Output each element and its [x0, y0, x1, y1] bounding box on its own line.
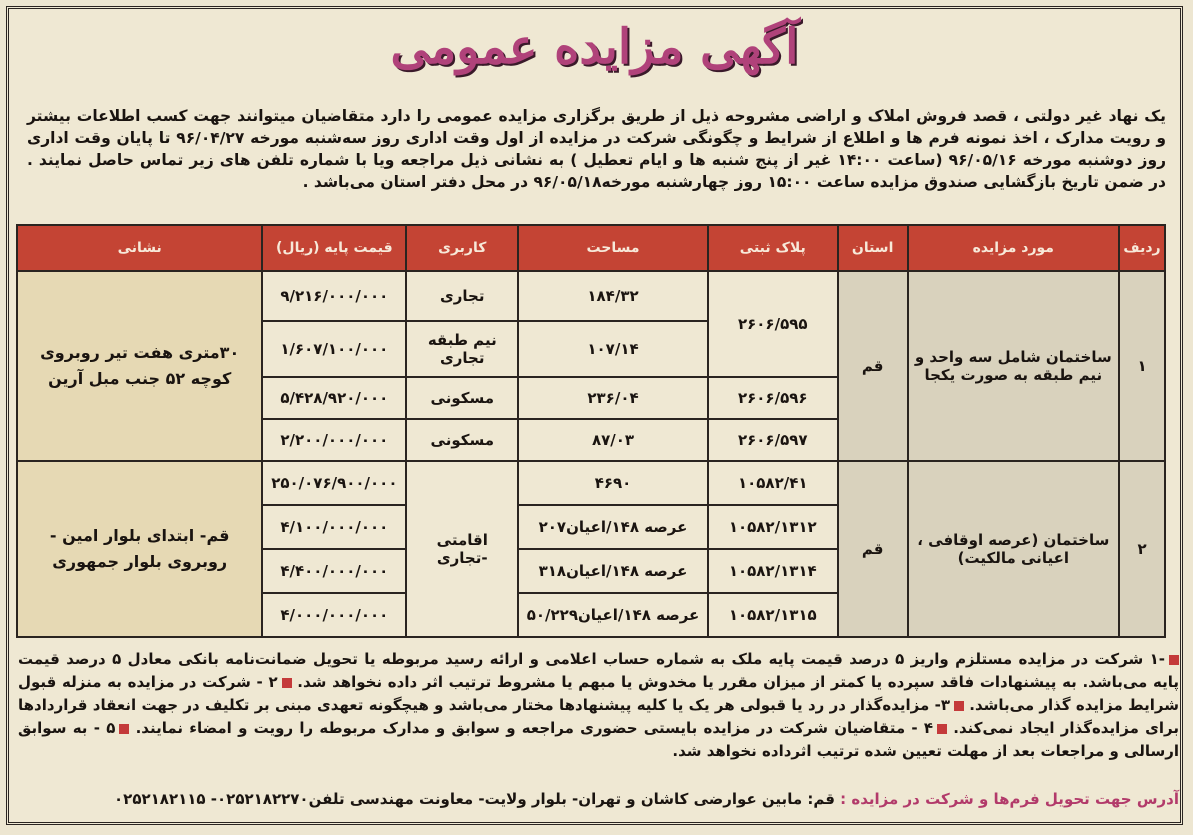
header-province: استان	[838, 225, 908, 271]
term-item: ۳- مزایده‌گذار در رد یا قبولی هر یک یا کلیه پیشنهادها مختار می‌باشد و هیچگونه تعهدی مبنی بر تکلیف در جهت انعقاد قراردادها برای مزایده‌گذار ایجاد نمی‌کند.	[18, 696, 1179, 737]
area-cell: ۴۶۹۰	[518, 461, 708, 505]
header-row-number: ردیف	[1119, 225, 1165, 271]
price-cell: ۴/۱۰۰/۰۰۰/۰۰۰	[262, 505, 406, 549]
contact-address	[18, 790, 1179, 808]
plate-cell: ۲۶۰۶/۵۹۵	[708, 271, 838, 377]
row-number: ۱	[1119, 271, 1165, 461]
area-cell: ۱۸۴/۳۲	[518, 271, 708, 321]
header-plate: پلاک ثبتی	[708, 225, 838, 271]
auction-table	[16, 224, 1166, 638]
usage-cell: تجاری	[406, 271, 518, 321]
term-item: ۴ - متقاضیان شرکت در مزایده بایستی حضوری مراجعه و سوابق و مدارک مربوطه را رویت و امضاء نمایند.	[135, 719, 934, 737]
table-row	[17, 271, 1165, 321]
terms-section	[18, 648, 1179, 763]
plate-cell: ۱۰۵۸۲/۴۱	[708, 461, 838, 505]
province-cell: قم	[838, 271, 908, 461]
bullet-square-icon	[954, 701, 964, 711]
usage-cell: مسکونی	[406, 419, 518, 461]
notice-title: آگهی مزایده عمومی	[390, 19, 799, 75]
area-cell: ۲۳۶/۰۴	[518, 377, 708, 419]
header-price: قیمت پایه (ریال)	[262, 225, 406, 271]
area-cell: عرصه ۱۴۸/اعیان۵۰/۲۲۹	[518, 593, 708, 637]
term-item: ۲ - شرکت در مزایده به منزله قبول شرایط مزایده گذار می‌باشد.	[18, 673, 1179, 714]
bullet-square-icon	[937, 724, 947, 734]
intro-paragraph: یک نهاد غیر دولتی ، قصد فروش املاک و اراضی مشروحه ذیل از طریق برگزاری مزایده عمومی را دارد متقاضیان میتوانند جهت کسب اطلاعات بیشتر و رویت مدارک ، اخذ نمونه فرم ها و اطلاع از شرایط و چگونگی شرکت در مزایده از اول وقت اداری روز سه‌شنبه مورخه ۹۶/۰۴/۲۷ تا پایان وقت اداری روز دوشنبه مورخه ۹۶/۰۵/۱۶ (ساعت ۱۴:۰۰ غیر از پنج شنبه ها و ایام تعطیل ) به نشانی ذیل مراجعه ویا با شماره تلفن های زیر تماس حاصل نمایند . در ضمن تاریخ بازگشایی صندوق مزایده ساعت ۱۵:۰۰ روز چهارشنبه مورخه۹۶/۰۵/۱۸ در محل دفتر استان می‌باشد .	[27, 107, 1166, 191]
address-cell: قم- ابتدای بلوار امین - روبروی بلوار جمهوری	[17, 461, 262, 637]
address-label: آدرس جهت تحویل فرم‌ها و شرکت در مزایده :	[840, 790, 1179, 808]
subject-cell: ساختمان (عرصه اوقافی ، اعیانی مالکیت)	[908, 461, 1119, 637]
plate-cell: ۲۶۰۶/۵۹۷	[708, 419, 838, 461]
header-subject: مورد مزایده	[908, 225, 1119, 271]
plate-cell: ۱۰۵۸۲/۱۳۱۵	[708, 593, 838, 637]
bullet-square-icon	[282, 678, 292, 688]
plate-cell: ۱۰۵۸۲/۱۳۱۴	[708, 549, 838, 593]
price-cell: ۹/۲۱۶/۰۰۰/۰۰۰	[262, 271, 406, 321]
province-cell: قم	[838, 461, 908, 637]
price-cell: ۲۵۰/۰۷۶/۹۰۰/۰۰۰	[262, 461, 406, 505]
address-value: قم: مابین عوارضی کاشان و تهران- بلوار ولایت- معاونت مهندسی تلفن۰۲۵۲۱۸۲۲۷۰- ۰۲۵۲۱۸۲۱۱۵	[114, 790, 835, 808]
table-row	[17, 461, 1165, 505]
usage-cell: نیم طبقه تجاری	[406, 321, 518, 377]
address-cell: ۳۰متری هفت تیر روبروی کوچه ۵۲ جنب مبل آرین	[17, 271, 262, 461]
header-address: نشانی	[17, 225, 262, 271]
table-header-row	[17, 225, 1165, 271]
price-cell: ۲/۲۰۰/۰۰۰/۰۰۰	[262, 419, 406, 461]
bullet-square-icon	[1169, 655, 1179, 665]
usage-cell: مسکونی	[406, 377, 518, 419]
usage-cell: اقامتی -تجاری	[406, 461, 518, 637]
subject-cell: ساختمان شامل سه واحد و نیم طبقه به صورت یکجا	[908, 271, 1119, 461]
price-cell: ۱/۶۰۷/۱۰۰/۰۰۰	[262, 321, 406, 377]
plate-cell: ۲۶۰۶/۵۹۶	[708, 377, 838, 419]
price-cell: ۴/۰۰۰/۰۰۰/۰۰۰	[262, 593, 406, 637]
row-number: ۲	[1119, 461, 1165, 637]
area-cell: ۸۷/۰۳	[518, 419, 708, 461]
header-usage: کاربری	[406, 225, 518, 271]
plate-cell: ۱۰۵۸۲/۱۳۱۲	[708, 505, 838, 549]
term-item: ۵ - به سوابق ارسالی و مراجعات بعد از مهلت تعیین شده ترتیب اثرداده نخواهد شد.	[18, 719, 1179, 760]
area-cell: ۱۰۷/۱۴	[518, 321, 708, 377]
term-item: -۱ شرکت در مزایده مستلزم واریز ۵ درصد قیمت پایه ملک به شماره حساب اعلامی و ارائه رسید مربوطه یا تحویل ضمانت‌نامه بانکی معادل ۵ درصد قیمت پایه می‌باشد. به پیشنهادات فاقد سپرده یا کمتر از میزان مقرر یا مخدوش یا مبهم یا مشروط ترتیب اثر داده نخواهد شد.	[18, 650, 1179, 691]
bullet-square-icon	[119, 724, 129, 734]
price-cell: ۴/۴۰۰/۰۰۰/۰۰۰	[262, 549, 406, 593]
area-cell: عرصه ۱۴۸/اعیان۲۰۷	[518, 505, 708, 549]
area-cell: عرصه ۱۴۸/اعیان۳۱۸	[518, 549, 708, 593]
header-area: مساحت	[518, 225, 708, 271]
price-cell: ۵/۴۲۸/۹۲۰/۰۰۰	[262, 377, 406, 419]
